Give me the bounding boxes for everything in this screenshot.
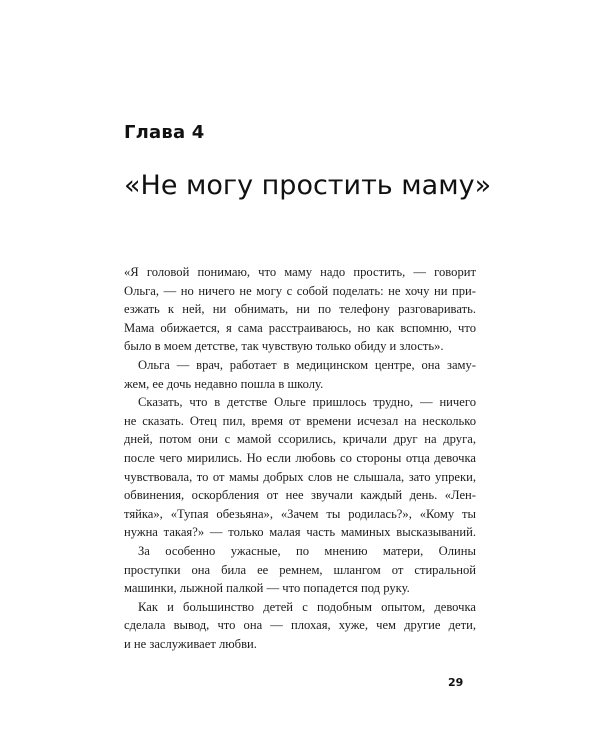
paragraph-2 [124, 356, 476, 393]
text-line: проступки она била ее ремнем, шлангом от стиральной [124, 562, 476, 577]
text-line: езжать к ней, ни обнимать, ни по телефону разговаривать. [124, 302, 476, 317]
text-line: тяйка», «Тупая обезьяна», «Зачем ты родилась?», «Кому ты [124, 506, 476, 521]
text-line: сделала вывод, что она — плохая, хуже, чем другие дети, [124, 618, 476, 633]
text-line: жем, ее дочь недавно пошла в школу. [124, 376, 324, 391]
paragraph-5 [124, 598, 476, 654]
text-line: Мама обижается, я сама расстраиваюсь, но как вспомню, что [124, 320, 476, 335]
text-line: Ольга — врач, работает в медицинском центре, она заму- [138, 357, 476, 372]
text-line: нужна такая?» — только малая часть маминых высказываний. [124, 525, 476, 540]
chapter-body [124, 263, 476, 653]
text-line: машинки, лыжной палкой — что попадется под руку. [124, 581, 410, 596]
paragraph-1 [124, 263, 476, 356]
text-line: после чего мирились. Но если любовь со стороны отца девочка [124, 450, 476, 465]
text-line: Сказать, что в детстве Ольге пришлось трудно, — ничего [138, 395, 476, 410]
text-line: и не заслуживает любви. [124, 636, 257, 651]
text-line: было в моем детстве, так чувствую только обиду и злость». [124, 339, 444, 354]
paragraph-4 [124, 542, 476, 598]
page-number: 29 [448, 676, 464, 689]
text-line: Ольга, — но ничего не могу с собой поделать: не хочу ни при- [124, 283, 476, 298]
text-line: чувствовала, то от мамы добрых слов не слышала, зато упреки, [124, 469, 476, 484]
chapter-label: Глава 4 [124, 122, 205, 143]
text-line: дней, потом они с мамой ссорились, кричали друг на друга, [124, 432, 476, 447]
paragraph-3 [124, 393, 476, 542]
chapter-title: «Не могу простить маму» [124, 170, 492, 201]
text-line: не сказать. Отец пил, время от времени исчезал на несколько [124, 413, 476, 428]
text-line: обвинения, оскорбления от нее звучали каждый день. «Лен- [124, 488, 476, 503]
text-line: «Я головой понимаю, что маму надо простить, — говорит [124, 265, 476, 279]
text-line: За особенно ужасные, по мнению матери, Олины [138, 543, 476, 558]
text-line: Как и большинство детей с подобным опытом, девочка [138, 599, 476, 614]
